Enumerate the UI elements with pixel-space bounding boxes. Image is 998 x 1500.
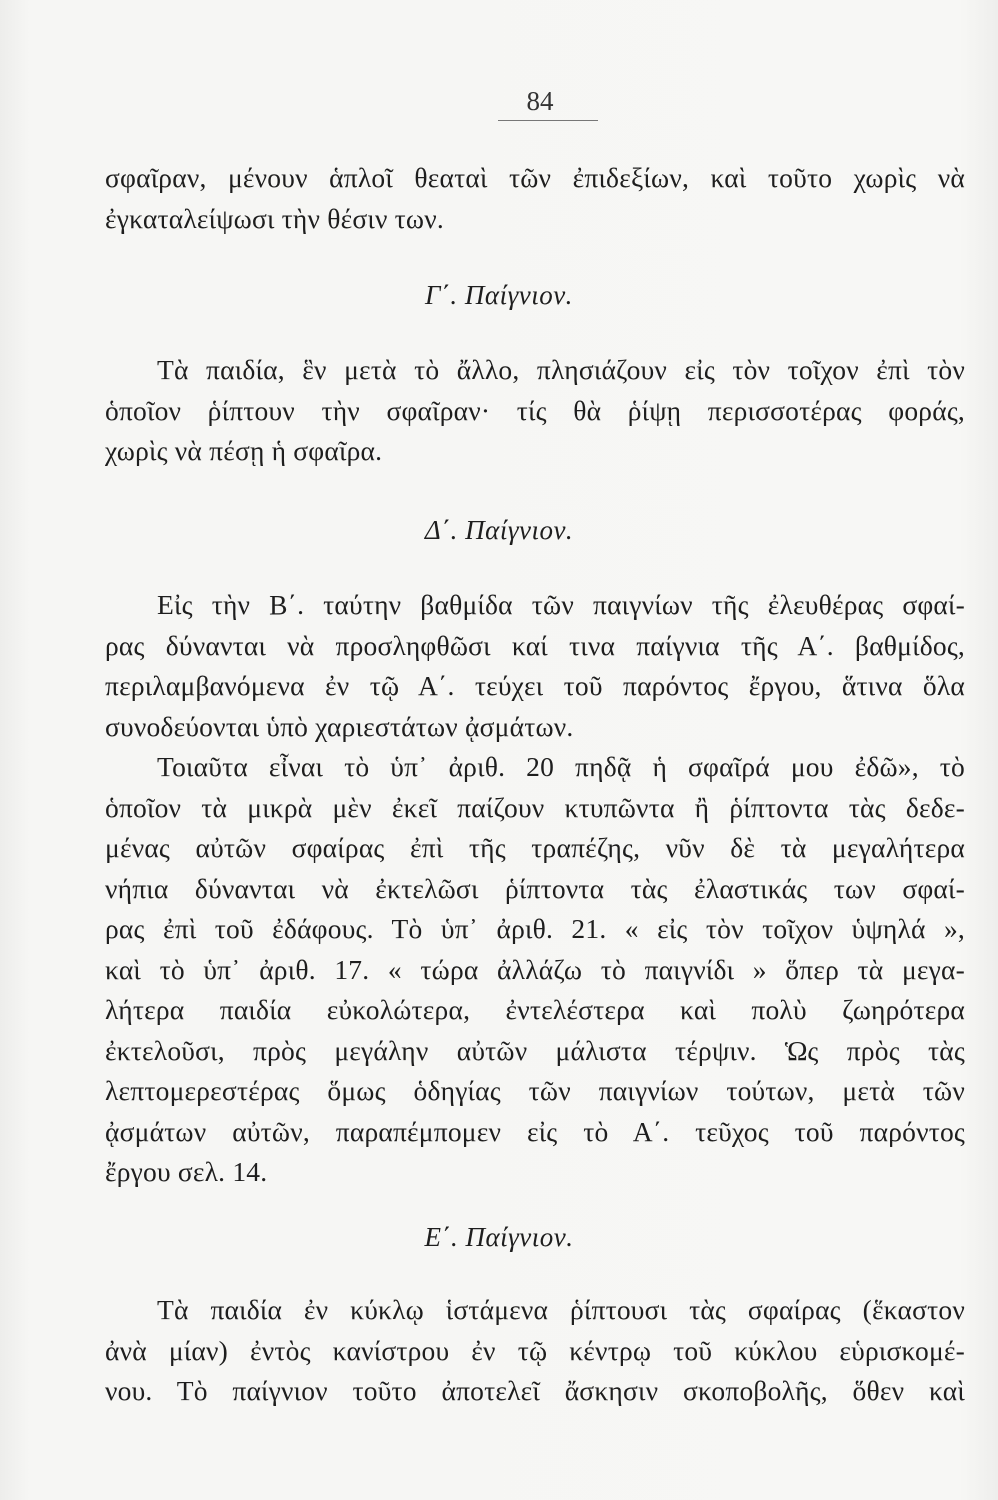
section-heading-d: Δ΄. Παίγνιον. xyxy=(424,515,574,545)
text-line: ἐκτελοῦσι, πρὸς μεγάλην αὐτῶν μάλιστα τέρψιν. Ὡς πρὸς τὰς xyxy=(105,1034,965,1066)
section-heading-e: Ε΄. Παίγνιον. xyxy=(424,1222,574,1252)
text-line: νου. Τὸ παίγνιον τοῦτο ἀποτελεῖ ἄσκησιν σκοποβολῆς, ὅθεν καὶ xyxy=(105,1375,965,1406)
paragraph-game-g xyxy=(105,350,965,472)
text-line: περιλαμβανόμενα ἐν τῷ Α΄. τεύχει τοῦ παρόντος ἔργου, ἅτινα ὅλα xyxy=(105,670,965,701)
paragraph-game-d xyxy=(105,585,965,1193)
text-line: ἀνὰ μίαν) ἐντὸς κανίστρου ἐν τῷ κέντρῳ τοῦ κύκλου εὑρισκομέ- xyxy=(105,1334,965,1366)
text-line: ρας ἐπὶ τοῦ ἐδάφους. Τὸ ὑπ᾽ ἀριθ. 21. « εἰς τὸν τοῖχον ὑψηλά », xyxy=(105,913,965,944)
text-line: νήπια δύνανται νὰ ἐκτελῶσι ῥίπτοντα τὰς ἐλαστικάς των σφαί- xyxy=(105,872,965,904)
text-line: Τὰ παιδία, ἓν μετὰ τὸ ἄλλο, πλησιάζουν εἰς τὸν τοῖχον ἐπὶ τὸν xyxy=(157,354,965,385)
header-rule xyxy=(498,120,598,121)
text-line: Τοιαῦτα εἶναι τὸ ὑπ᾽ ἀριθ. 20 πηδᾷ ἡ σφαῖρά μου ἐδῶ», τὸ xyxy=(157,751,965,782)
text-line: μένας αὐτῶν σφαίρας ἐπὶ τῆς τραπέζης, νῦν δὲ τὰ μεγαλήτερα xyxy=(105,832,965,863)
text-line: ἐγκαταλείψωσι τὴν θέσιν των. xyxy=(105,202,444,234)
text-line: ἔργου σελ. 14. xyxy=(105,1156,268,1187)
text-line: σφαῖραν, μένουν ἁπλοῖ θεαταὶ τῶν ἐπιδεξίων, καὶ τοῦτο χωρὶς νὰ xyxy=(105,162,965,193)
text-line: χωρὶς νὰ πέσῃ ἡ σφαῖρα. xyxy=(105,435,383,466)
section-heading-g: Γ΄. Παίγνιον. xyxy=(425,280,573,310)
text-line: συνοδεύονται ὑπὸ χαριεστάτων ᾀσμάτων. xyxy=(105,710,574,742)
text-line: καὶ τὸ ὑπ᾽ ἀριθ. 17. « τώρα ἀλλάζω τὸ παιγνίδι » ὅπερ τὰ μεγα- xyxy=(105,953,965,985)
text-line: λήτερα παιδία εὐκολώτερα, ἐντελέστερα καὶ πολὺ ζωηρότερα xyxy=(105,994,965,1025)
text-line: Τὰ παιδία ἐν κύκλῳ ἱστάμενα ῥίπτουσι τὰς σφαίρας (ἕκαστον xyxy=(157,1294,965,1325)
text-line: ὁποῖον ῥίπτουν τὴν σφαῖραν· τίς θὰ ῥίψῃ περισσοτέρας φοράς, xyxy=(105,394,965,426)
text-line: ᾀσμάτων αὐτῶν, παραπέμπομεν εἰς τὸ Α΄. τεῦχος τοῦ παρόντος xyxy=(105,1115,965,1147)
text-line: ὁποῖον τὰ μικρὰ μὲν ἐκεῖ παίζουν κτυπῶντα ἢ ῥίπτοντα τὰς δεδε- xyxy=(105,791,965,823)
paragraph-continuation xyxy=(105,158,965,239)
page-number: 84 xyxy=(526,86,554,116)
paragraph-game-e xyxy=(105,1290,965,1412)
text-line: Εἰς τὴν Β΄. ταύτην βαθμίδα τῶν παιγνίων τῆς ἐλευθέρας σφαί- xyxy=(157,589,965,620)
text-line: ρας δύνανται νὰ προσληφθῶσι καί τινα παίγνια τῆς Α΄. βαθμίδος, xyxy=(105,629,965,661)
text-line: λεπτομερεστέρας ὅμως ὁδηγίας τῶν παιγνίων τούτων, μετὰ τῶν xyxy=(105,1075,965,1106)
